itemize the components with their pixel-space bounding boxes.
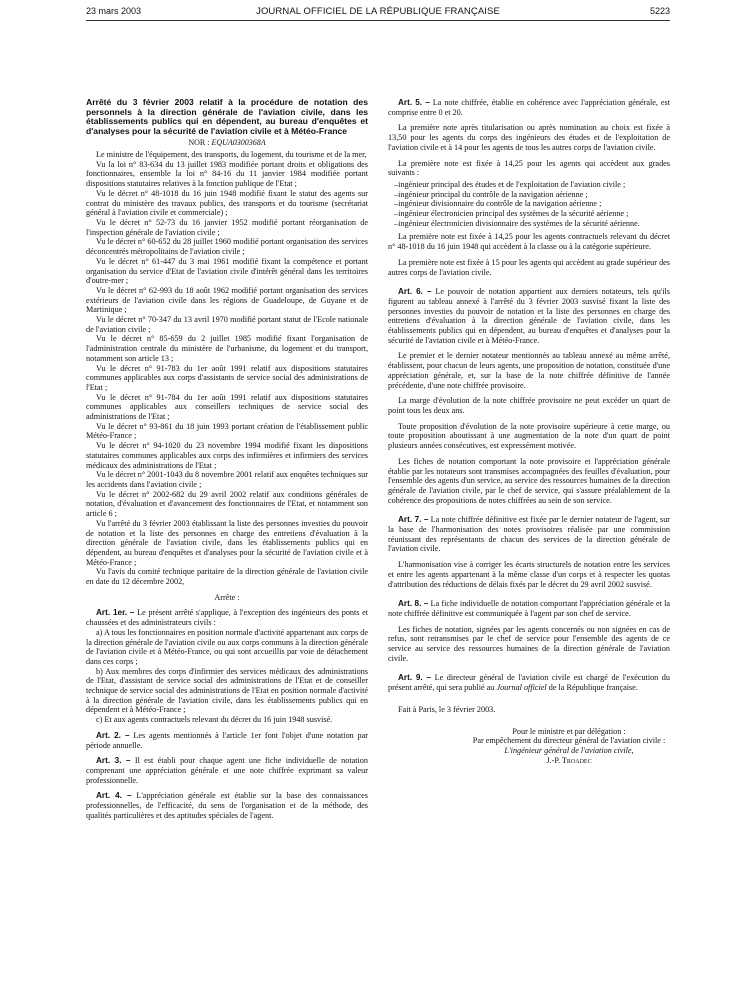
article-9 xyxy=(388,673,670,692)
list-item: – ingénieur électronicien principal des systèmes de la sécurité aérienne ; xyxy=(388,209,670,219)
preamble-paragraph: Vu le décret n° 52-73 du 16 janvier 1952 modifié portant réorganisation de l'inspection générale de l'aviation civile ; xyxy=(86,218,368,237)
header-rule xyxy=(86,20,670,21)
article-5 xyxy=(388,98,670,117)
preamble-paragraph: Vu l'arrêté du 3 février 2003 établissant la liste des personnes investies du pouvoir de notation et la liste des personnes en charge des entretiens d'évaluation à la direction générale de l'aviation civile, dans les établissements publics qui en dépendent, au bureau d'enquêtes et d'analyses pour la sécurité de l'aviation civile et à Météo-France ; xyxy=(86,518,368,567)
preamble-paragraph: Vu le décret n° 60-652 du 28 juillet 1960 modifié portant organisation des services déconcentrés métropolitains de l'aviation civile ; xyxy=(86,237,368,257)
header-page-number: 5223 xyxy=(649,6,670,16)
article-9-heading: Art. 9. – xyxy=(398,673,432,683)
signatory-name: J.-P. Troadec xyxy=(546,755,592,765)
preamble-paragraph: Vu le décret n° 2001-1043 du 8 novembre 2001 relatif aux enquêtes techniques sur les accidents dans l'aviation civile ; xyxy=(86,470,368,489)
article-6-text: Le pouvoir de notation appartient aux derniers notateurs, tels qu'ils figurent au tableau annexé à l'arrêté du 3 février 2003 susvisé fixant la liste des personnes investies du pouvoir de notation et la liste des personnes en charge des entretiens d'évaluation à la direction générale de l'aviation civile, dans les établissements publics qui en dépendent, au bureau d'enquêtes et d'analyses pour la sécurité de l'aviation civile et à Météo-France. xyxy=(388,287,670,345)
article-2 xyxy=(86,731,368,750)
article-1 xyxy=(86,608,368,627)
article-4 xyxy=(86,791,368,820)
article-7-para-2: L'harmonisation vise à corriger les écarts structurels de notation entre les services et entre les agents appartenant à la même classe d'un corps et à respecter les quotas d'attribution des réductions de délais fixés par le décret du 29 avril 2002 susvisé. xyxy=(388,560,670,589)
preamble-paragraph: Vu le décret n° 61-447 du 3 mai 1961 modifié fixant la compétence et portant organisation du service d'Etat de l'aviation civile d'intérêt général dans les territoires d'outre-mer ; xyxy=(86,256,368,286)
decree-title: Arrêté du 3 février 2003 relatif à la procédure de notation des personnels à la direction générale de l'aviation civile, dans les établissements publics qui en dépendent, au bureau d'enquêtes et d'analyses pour la sécurité de l'aviation civile et à Météo-France xyxy=(86,97,368,136)
list-item: – ingénieur principal du contrôle de la navigation aérienne ; xyxy=(388,190,670,200)
preamble-paragraph: Vu le décret n° 48-1018 du 16 juin 1948 modifié fixant le statut des agents sur contrat du ministère des travaux publics, des transports et du tourisme (secrétariat général à l'aviation civile et commerciale) ; xyxy=(86,188,368,218)
preamble-paragraph: Vu le décret n° 2002-682 du 29 avril 2002 relatif aux conditions générales de notation, d'évaluation et d'avancement des fonctionnaires de l'Etat, et notamment son article 6 ; xyxy=(86,489,368,519)
signature-line-2: Par empêchement du directeur général de l'aviation civile : xyxy=(472,736,666,746)
article-6-heading: Art. 6. – xyxy=(398,287,432,297)
article-6-para-4: Toute proposition d'évolution de la note provisoire supérieure à cette marge, ou toute proposition aboutissant à une augmentation de la note d'un quart de point plusieurs années consécutives, est expressément motivée. xyxy=(388,421,670,451)
list-item: – ingénieur principal des études et de l'exploitation de l'aviation civile ; xyxy=(388,180,670,190)
signature-line-1: Pour le ministre et par délégation : xyxy=(512,726,626,736)
article-3 xyxy=(86,756,368,785)
article-7-text: La note chiffrée définitive est fixée par le dernier notateur de l'agent, sur la base de l'harmonisation des notes provisoires réalisée par une commission réunissant des représentants de chacun des services de la direction générale de l'aviation civile. xyxy=(388,515,671,554)
article-5-para-2: La première note après titularisation ou après nomination au choix est fixée à 13,50 pour les agents du corps des ingénieurs des études et de l'exploitation de l'aviation civile et à 14 pour les agents de tous les autres corps de l'aviation civile. xyxy=(388,123,670,152)
article-6 xyxy=(388,287,670,345)
preamble-paragraph: Vu le décret n° 85-659 du 2 juillet 1985 modifié fixant l'organisation de l'administration centrale du ministère de l'urbanisme, du logement et du transport, notamment son article 13 ; xyxy=(86,334,368,363)
header-date: 23 mars 2003 xyxy=(86,6,142,16)
article-6-para-5: Les fiches de notation comportant la note provisoire et l'appréciation générale établie par les notateurs sont transmises accompagnées des feuilles d'évaluation, pour l'ensemble des agents d'un service, au service des ressources humaines de la direction générale de l'aviation civile, par le chef de service, qui s'assure préalablement de la cohérence des propositions de notes chiffrées au sein de son service. xyxy=(388,456,670,505)
article-1-item-b: b) Aux membres des corps d'infirmier des services médicaux des administrations de l'Etat, d'assistant de service social des administrations de l'Etat et de conseiller technique de service social des administrations de l'Etat en position normale d'activité à la direction générale de l'aviation civile, dans les établissements publics qui en dépendent et à Météo-France ; xyxy=(86,666,368,715)
article-9-text: Le directeur général de l'aviation civile est chargé de l'exécution du présent arrêté, qui sera publié au xyxy=(388,673,670,693)
article-5-text: La note chiffrée, établie en cohérence avec l'appréciation générale, est comprise entre 0 et 20. xyxy=(388,98,670,117)
preamble-paragraph: Le ministre de l'équipement, des transports, du logement, du tourisme et de la mer, xyxy=(96,150,367,160)
preamble-paragraph: Vu l'avis du comité technique paritaire de la direction générale de l'aviation civile en date du 12 décembre 2002, xyxy=(86,567,368,587)
preamble-paragraph: Vu le décret n° 62-993 du 18 août 1962 modifié portant organisation des services extérieurs de l'aviation civile dans les régions de Guadeloupe, de Guyane et de Martinique ; xyxy=(86,285,368,315)
list-item: – ingénieur électronicien divisionnaire des systèmes de la sécurité aérienne. xyxy=(388,219,670,229)
article-1-item-a: a) A tous les fonctionnaires en position normale d'activité appartenant aux corps de la direction générale de l'aviation civile ou aux corps communs à la direction générale de l'aviation civile et à Météo-France, ou qui sont accueillis par voie de détachement dans ces corps ; xyxy=(86,627,368,666)
preamble-paragraph: Vu le décret n° 70-347 du 13 avril 1970 modifié portant statut de l'Ecole nationale de l'aviation civile ; xyxy=(86,315,368,334)
article-5-para-4: La première note est fixée à 14,25 pour les agents contractuels relevant du décret n° 48-1018 du 16 juin 1948 qui accèdent à la classe ou à la catégorie supérieure. xyxy=(388,232,670,252)
article-5-para-5: La première note est fixée à 15 pour les agents qui accèdent au grade supérieur des autres corps de l'aviation civile. xyxy=(388,257,670,277)
article-8-para-2: Les fiches de notation, signées par les agents concernés ou non signées en cas de refus, sont retransmises par le chef de service pour l'ensemble des agents de ce service au service des ressources humaines de la direction générale de l'aviation civile. xyxy=(388,624,670,663)
preamble-paragraph: Vu le décret n° 93-861 du 18 juin 1993 portant création de l'établissement public Météo-France ; xyxy=(86,421,368,441)
preamble-paragraph: Vu le décret n° 94-1020 du 23 novembre 1994 modifié fixant les dispositions statutaires communes applicables aux corps des infirmières et infirmiers des services médicaux des administrations de l'Etat ; xyxy=(86,441,368,470)
grades-list xyxy=(388,180,670,229)
right-column xyxy=(388,98,670,765)
signature-line-3: L'ingénieur général de l'aviation civile, xyxy=(504,745,634,755)
nor-value: EQUA0300368A xyxy=(211,138,266,148)
preamble-paragraph: Vu le décret n° 91-784 du 1er août 1991 relatif aux dispositions statutaires communes applicables aux conseillers techniques de service social des administrations de l'Etat ; xyxy=(86,392,368,422)
article-4-heading: Art. 4. – xyxy=(96,791,132,801)
article-3-heading: Art. 3. – xyxy=(96,756,131,766)
article-6-para-3: La marge d'évolution de la note chiffrée provisoire ne peut excéder un quart de point tous les deux ans. xyxy=(388,396,670,415)
arrete-line: Arrête : xyxy=(214,592,240,602)
nor-label: NOR : xyxy=(188,138,210,148)
article-4-text: L'appréciation générale est établie sur la base des connaissances professionnelles, de l'efficacité, du sens de l'organisation et de la méthode, des qualités particulières et des aptitudes spéciales de l'agent. xyxy=(86,791,368,820)
article-1-heading: Art. 1er. – xyxy=(96,608,135,618)
header-journal-title: JOURNAL OFFICIEL DE LA RÉPUBLIQUE FRANÇAISE xyxy=(256,6,500,17)
page-header xyxy=(86,6,670,20)
journal-officiel-ref: Journal officiel xyxy=(496,683,547,693)
list-item: – ingénieur divisionnaire du contrôle de la navigation aérienne ; xyxy=(388,199,670,209)
article-6-para-2: Le premier et le dernier notateur mentionnés au tableau annexé au même arrêté, établissent, pour chacun de leurs agents, une proposition de notation, constituée d'une appréciation générale, et, sur la base de la note chiffrée définitive de l'année précédente, d'une note chiffrée provisoire. xyxy=(388,351,670,390)
article-5-para-3: La première note est fixée à 14,25 pour les agents qui accèdent aux grades suivants : xyxy=(388,158,670,178)
article-9-text-end: de la République française. xyxy=(548,683,638,693)
article-3-text: Il est établi pour chaque agent une fiche individuelle de notation comprenant une appréciation générale et une note chiffrée exprimant sa valeur professionnelle. xyxy=(86,756,368,785)
article-1-item-c: c) Et aux agents contractuels relevant du décret du 16 juin 1948 susvisé. xyxy=(96,715,333,725)
article-5-heading: Art. 5. – xyxy=(398,98,430,107)
article-2-text: Les agents mentionnés à l'article 1er font l'objet d'une notation par période annuelle. xyxy=(86,730,369,750)
article-7 xyxy=(388,515,670,554)
preamble-paragraph: Vu le décret n° 91-783 du 1er août 1991 relatif aux dispositions statutaires communes applicables aux corps d'assistants de service social des administrations de l'Etat ; xyxy=(86,363,368,392)
article-2-heading: Art. 2. – xyxy=(96,730,130,740)
article-1-text: Le présent arrêté s'applique, à l'exception des ingénieurs des ponts et chaussées et des administrateurs civils : xyxy=(86,608,369,628)
article-8 xyxy=(388,599,670,618)
article-8-text: La fiche individuelle de notation comportant l'appréciation générale et la note chiffrée définitive est communiquée à l'agent par son chef de service. xyxy=(388,599,670,618)
article-8-heading: Art. 8. – xyxy=(398,599,429,609)
left-column xyxy=(86,98,368,820)
nor-line xyxy=(86,138,368,148)
done-at: Fait à Paris, le 3 février 2003. xyxy=(398,704,496,714)
preamble-paragraph: Vu la loi n° 83-634 du 13 juillet 1983 modifiée portant droits et obligations des fonctionnaires, ensemble la loi n° 84-16 du 11 janvier 1984 modifiée portant dispositions statutaires relatives à la fonction publique de l'Etat ; xyxy=(86,159,368,189)
article-7-heading: Art. 7. – xyxy=(398,515,429,525)
preamble xyxy=(86,150,368,587)
